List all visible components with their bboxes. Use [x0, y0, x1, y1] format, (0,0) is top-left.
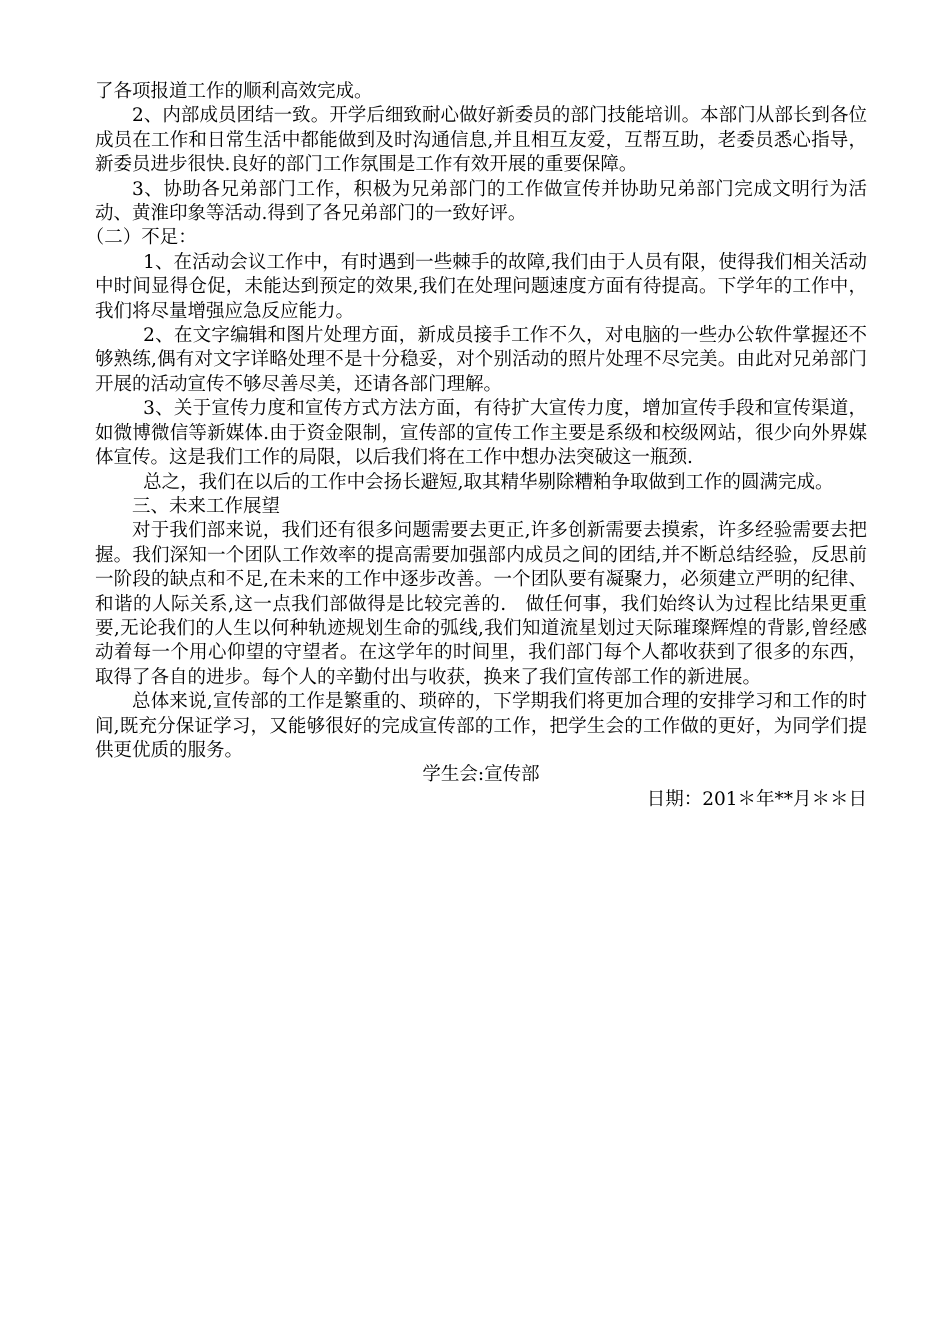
future-paragraph: 对于我们部来说，我们还有很多问题需要去更正,许多创新需要去摸索，许多经验需要去把握。我们深知一个团队工作效率的提高需要加强部内成员之间的团结,并不断总结经验，反思前一阶段的缺点和不足,在未来的工作中逐步改善。一个团队要有凝聚力，必须建立严明的纪律、和谐的人际关系,这一点我们部做得是比较完善的. 做任何事，我们始终认为过程比结果更重要,无论我们的人生以何种轨迹规划生命的弧线,我们知道流星划过天际璀璨辉煌的背影,曾经感动着每一个用心仰望的守望者。在这学年的时间里，我们部门每个人都收获到了很多的东西，取得了各自的进步。每个人的辛勤付出与收获，换来了我们宣传部工作的新进展。: [95, 520, 867, 688]
achievement-item-3: 3、协助各兄弟部门工作，积极为兄弟部门的工作做宣传并协助兄弟部门完成文明行为活动、黄淮印象等活动.得到了各兄弟部门的一致好评。: [95, 178, 867, 225]
shortcoming-item-3: 3、关于宣传力度和宣传方式方法方面，有待扩大宣传力度，增加宣传手段和宣传渠道，如微博微信等新媒体.由于资金限制，宣传部的宣传工作主要是系级和校级网站，很少向外界媒体宣传。这是我们工作的局限，以后我们将在工作中想办法突破这一瓶颈.: [95, 398, 867, 469]
future-heading: 三、未来工作展望: [132, 495, 281, 517]
summary-paragraph: 总之，我们在以后的工作中会扬长避短,取其精华剔除糟粕争取做到工作的圆满完成。: [143, 471, 834, 493]
shortcoming-item-2: 2、在文字编辑和图片处理方面，新成员接手工作不久，对电脑的一些办公软件掌握还不够熟练,偶有对文字详略处理不是十分稳妥，对个别活动的照片处理不尽完美。由此对兄弟部门开展的活动宣传不够尽善尽美，还请各部门理解。: [95, 325, 867, 395]
achievement-item-2: 2、内部成员团结一致。开学后细致耐心做好新委员的部门技能培训。本部门从部长到各位成员在工作和日常生活中都能做到及时沟通信息,并且相互友爱，互帮互助，老委员悉心指导，新委员进步很快.良好的部门工作氛围是工作有效开展的重要保障。: [95, 105, 867, 176]
continuation-text: 了各项报道工作的顺利高效完成。: [95, 81, 373, 102]
shortcoming-item-1: 1、在活动会议工作中，有时遇到一些棘手的故障,我们由于人员有限，使得我们相关活动中时间显得仓促，未能达到预定的效果,我们在处理问题速度方面有待提高。下学年的工作中，我们将尽量增强应急反应能力。: [95, 251, 867, 322]
closing-paragraph: 总体来说,宣传部的工作是繁重的、琐碎的，下学期我们将更加合理的安排学习和工作的时间,既充分保证学习，又能够很好的完成宣传部的工作，把学生会的工作做的更好，为同学们提供更优质的服务。: [95, 691, 867, 761]
shortcomings-heading: （二）不足：: [85, 227, 197, 249]
document-page: [85, 80, 867, 812]
signature-line: 学生会:宣传部: [422, 764, 540, 786]
date-line: 日期：201＊年**月＊＊日: [646, 788, 867, 810]
